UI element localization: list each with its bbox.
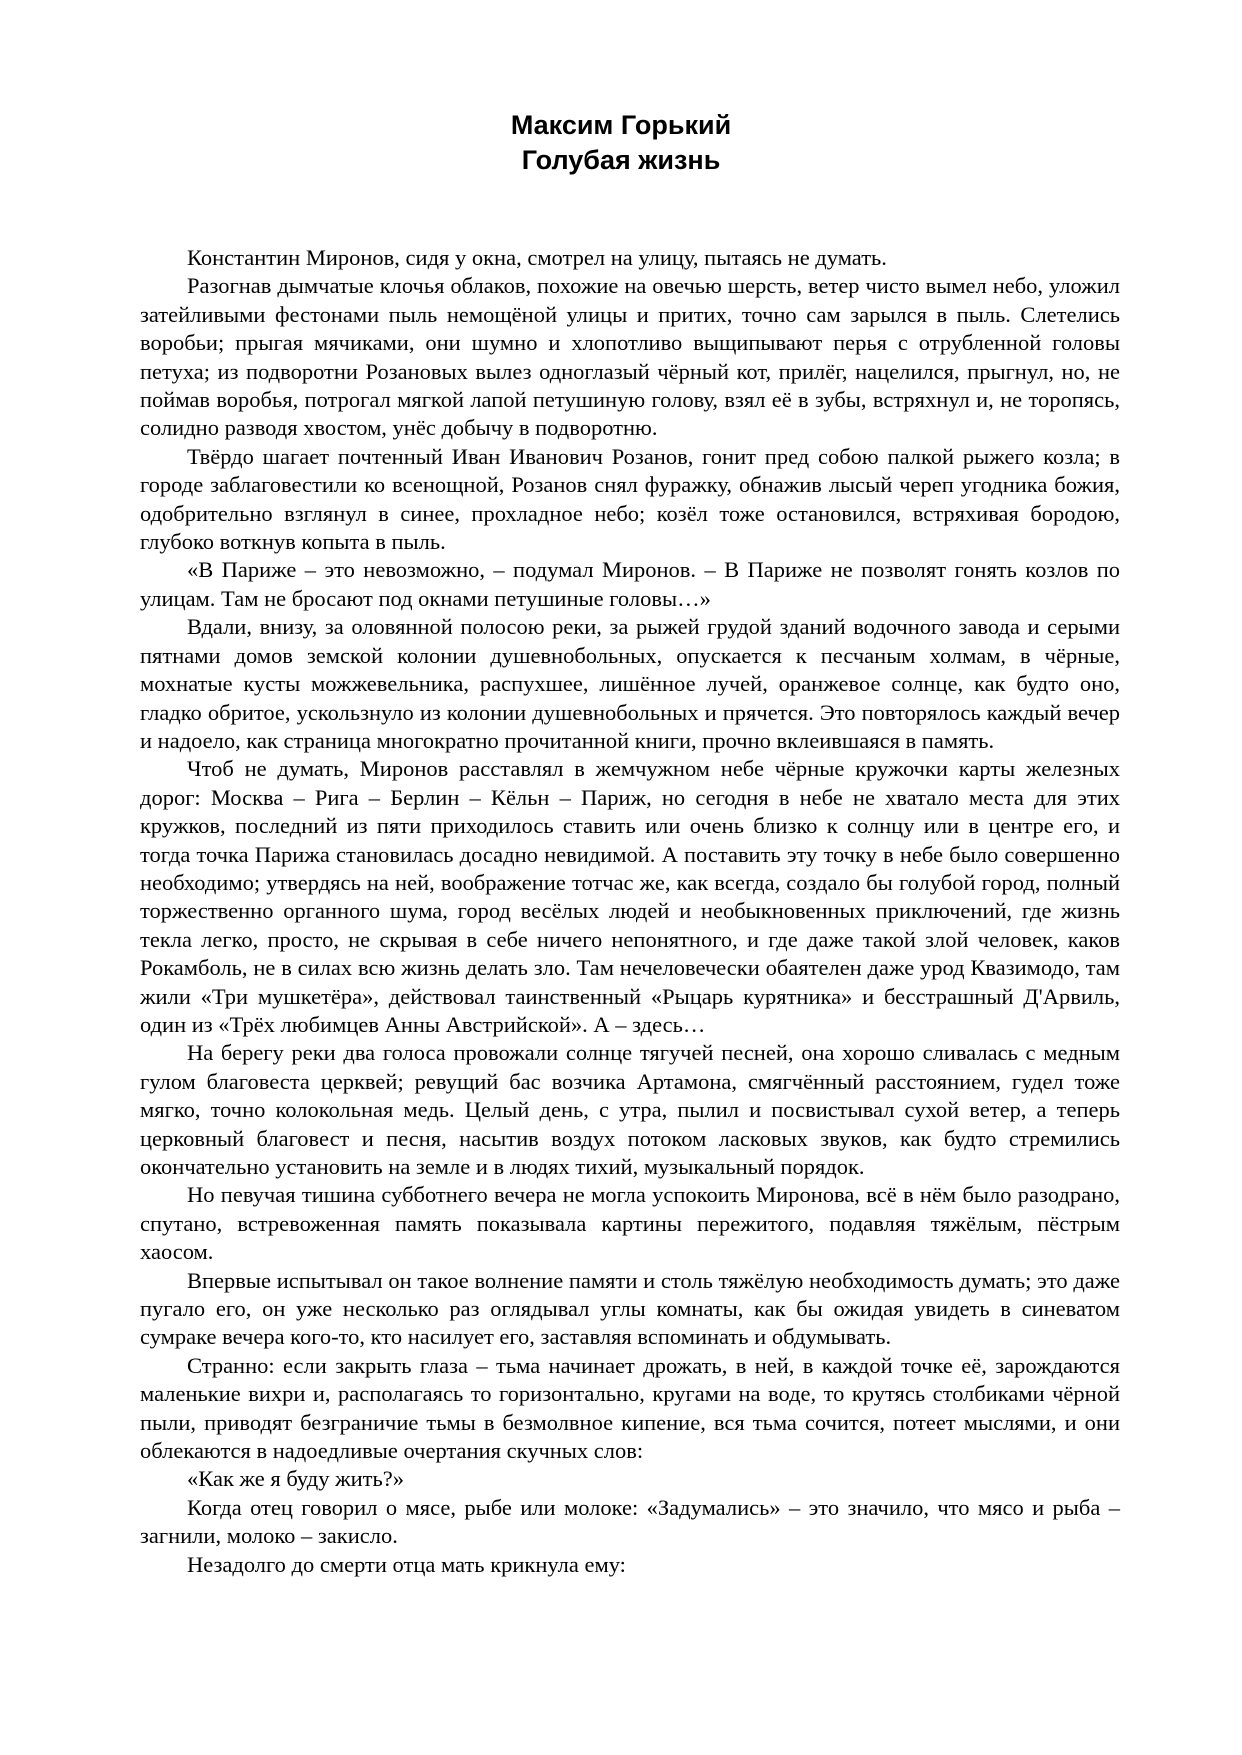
- paragraph: Странно: если закрыть глаза – тьма начинает дрожать, в ней, в каждой точке её, зарождаются маленькие вихри и, располагаясь то горизонтально, кругами на воде, то крутясь столбиками чёрной пыли, приводят безграничие тьмы в безмолвное кипение, вся тьма сочится, потеет мыслями, и они облекаются в надоедливые очертания скучных слов:: [140, 1352, 1120, 1464]
- title-block: [0, 108, 1242, 178]
- paragraph: «Как же я буду жить?»: [187, 1466, 405, 1492]
- paragraph: Чтоб не думать, Миронов расставлял в жемчужном небе чёрные кружочки карты железных дорог: Москва – Рига – Берлин – Кёльн – Париж, но сегодня в небе не хватало места для этих кружков, последний из пяти приходилось ставить или очень близко к солнцу или в центре его, и тогда точка Парижа становилась досадно невидимой. А поставить эту точку в небе было совершенно необходимо; утвердясь на ней, воображение тотчас же, как всегда, создало бы голубой город, полный торжественно органного шума, город весёлых людей и необыкновенных приключений, где жизнь текла легко, просто, не скрывая в себе ничего непонятного, и где даже такой злой человек, каков Рокамболь, не в силах всю жизнь делать зло. Там нечеловечески обаятелен даже урод Квазимодо, там жили «Три мушкетёра», действовал таинственный «Рыцарь курятника» и бесстрашный Д'Арвиль, один из «Трёх любимцев Анны Австрийской». А – здесь…: [140, 756, 1120, 1037]
- paragraph: Разогнав дымчатые клочья облаков, похожие на овечью шерсть, ветер чисто вымел небо, уложил затейливыми фестонами пыль немощёной улицы и притих, точно сам зарылся в пыль. Слетелись воробьи; прыгая мячиками, они шумно и хлопотливо выщипывают перья с отрубленной головы петуха; из подворотни Розановых вылез одноглазый чёрный кот, прилёг, нацелился, прыгнул, но, не поймав воробья, потрогал мягкой лапой петушиную голову, взял её в зубы, встряхнул и, не торопясь, солидно разводя хвостом, унёс добычу в подворотню.: [140, 273, 1120, 441]
- author-name: Максим Горький: [510, 110, 732, 140]
- paragraph: Незадолго до смерти отца мать крикнула ему:: [187, 1551, 626, 1577]
- paragraph: На берегу реки два голоса провожали солнце тягучей песней, она хорошо сливалась с медным гулом благовеста церквей; ревущий бас возчика Артамона, смягчённый расстоянием, гудел тоже мягко, точно колокольная медь. Целый день, с утра, пылил и посвистывал сухой ветер, а теперь церковный благовест и песня, насытив воздух потоком ласковых звуков, как будто стремились окончательно установить на земле и в людях тихий, музыкальный порядок.: [140, 1040, 1120, 1179]
- body-text: [140, 244, 1120, 1579]
- paragraph: Твёрдо шагает почтенный Иван Иванович Розанов, гонит пред собою палкой рыжего козла; в городе заблаговестили ко всенощной, Розанов снял фуражку, обнажив лысый череп угодника божия, одобрительно взглянул в синее, прохладное небо; козёл тоже остановился, встряхивая бородою, глубоко воткнув копыта в пыль.: [140, 443, 1120, 555]
- paragraph: Константин Миронов, сидя у окна, смотрел на улицу, пытаясь не думать.: [187, 245, 887, 270]
- work-title: Голубая жизнь: [521, 145, 721, 175]
- paragraph: «В Париже – это невозможно, – подумал Миронов. – В Париже не позволят гонять козлов по улицам. Там не бросают под окнами петушиные головы…»: [140, 557, 1120, 611]
- paragraph: Вдали, внизу, за оловянной полосою реки, за рыжей грудой зданий водочного завода и серыми пятнами домов земской колонии душевнобольных, опускается к песчаным холмам, в чёрные, мохнатые кусты можжевельника, распухшее, лишённое лучей, оранжевое солнце, как будто оно, гладко обритое, ускользнуло из колонии душевнобольных и прячется. Это повторялось каждый вечер и надоело, как страница многократно прочитанной книги, прочно вклеившаяся в память.: [140, 614, 1120, 753]
- paragraph: Когда отец говорил о мясе, рыбе или молоке: «Задумались» – это значило, что мясо и рыба – загнили, молоко – закисло.: [140, 1494, 1120, 1549]
- paragraph: Впервые испытывал он такое волнение памяти и столь тяжёлую необходимость думать; это даже пугало его, он уже несколько раз оглядывал углы комнаты, как бы ожидая увидеть в синеватом сумраке вечера кого-то, кто насилует его, заставляя вспоминать и обдумывать.: [140, 1267, 1120, 1350]
- paragraph: Но певучая тишина субботнего вечера не могла успокоить Миронова, всё в нём было разодрано, спутано, встревоженная память показывала картины пережитого, подавляя тяжёлым, пёстрым хаосом.: [140, 1182, 1120, 1265]
